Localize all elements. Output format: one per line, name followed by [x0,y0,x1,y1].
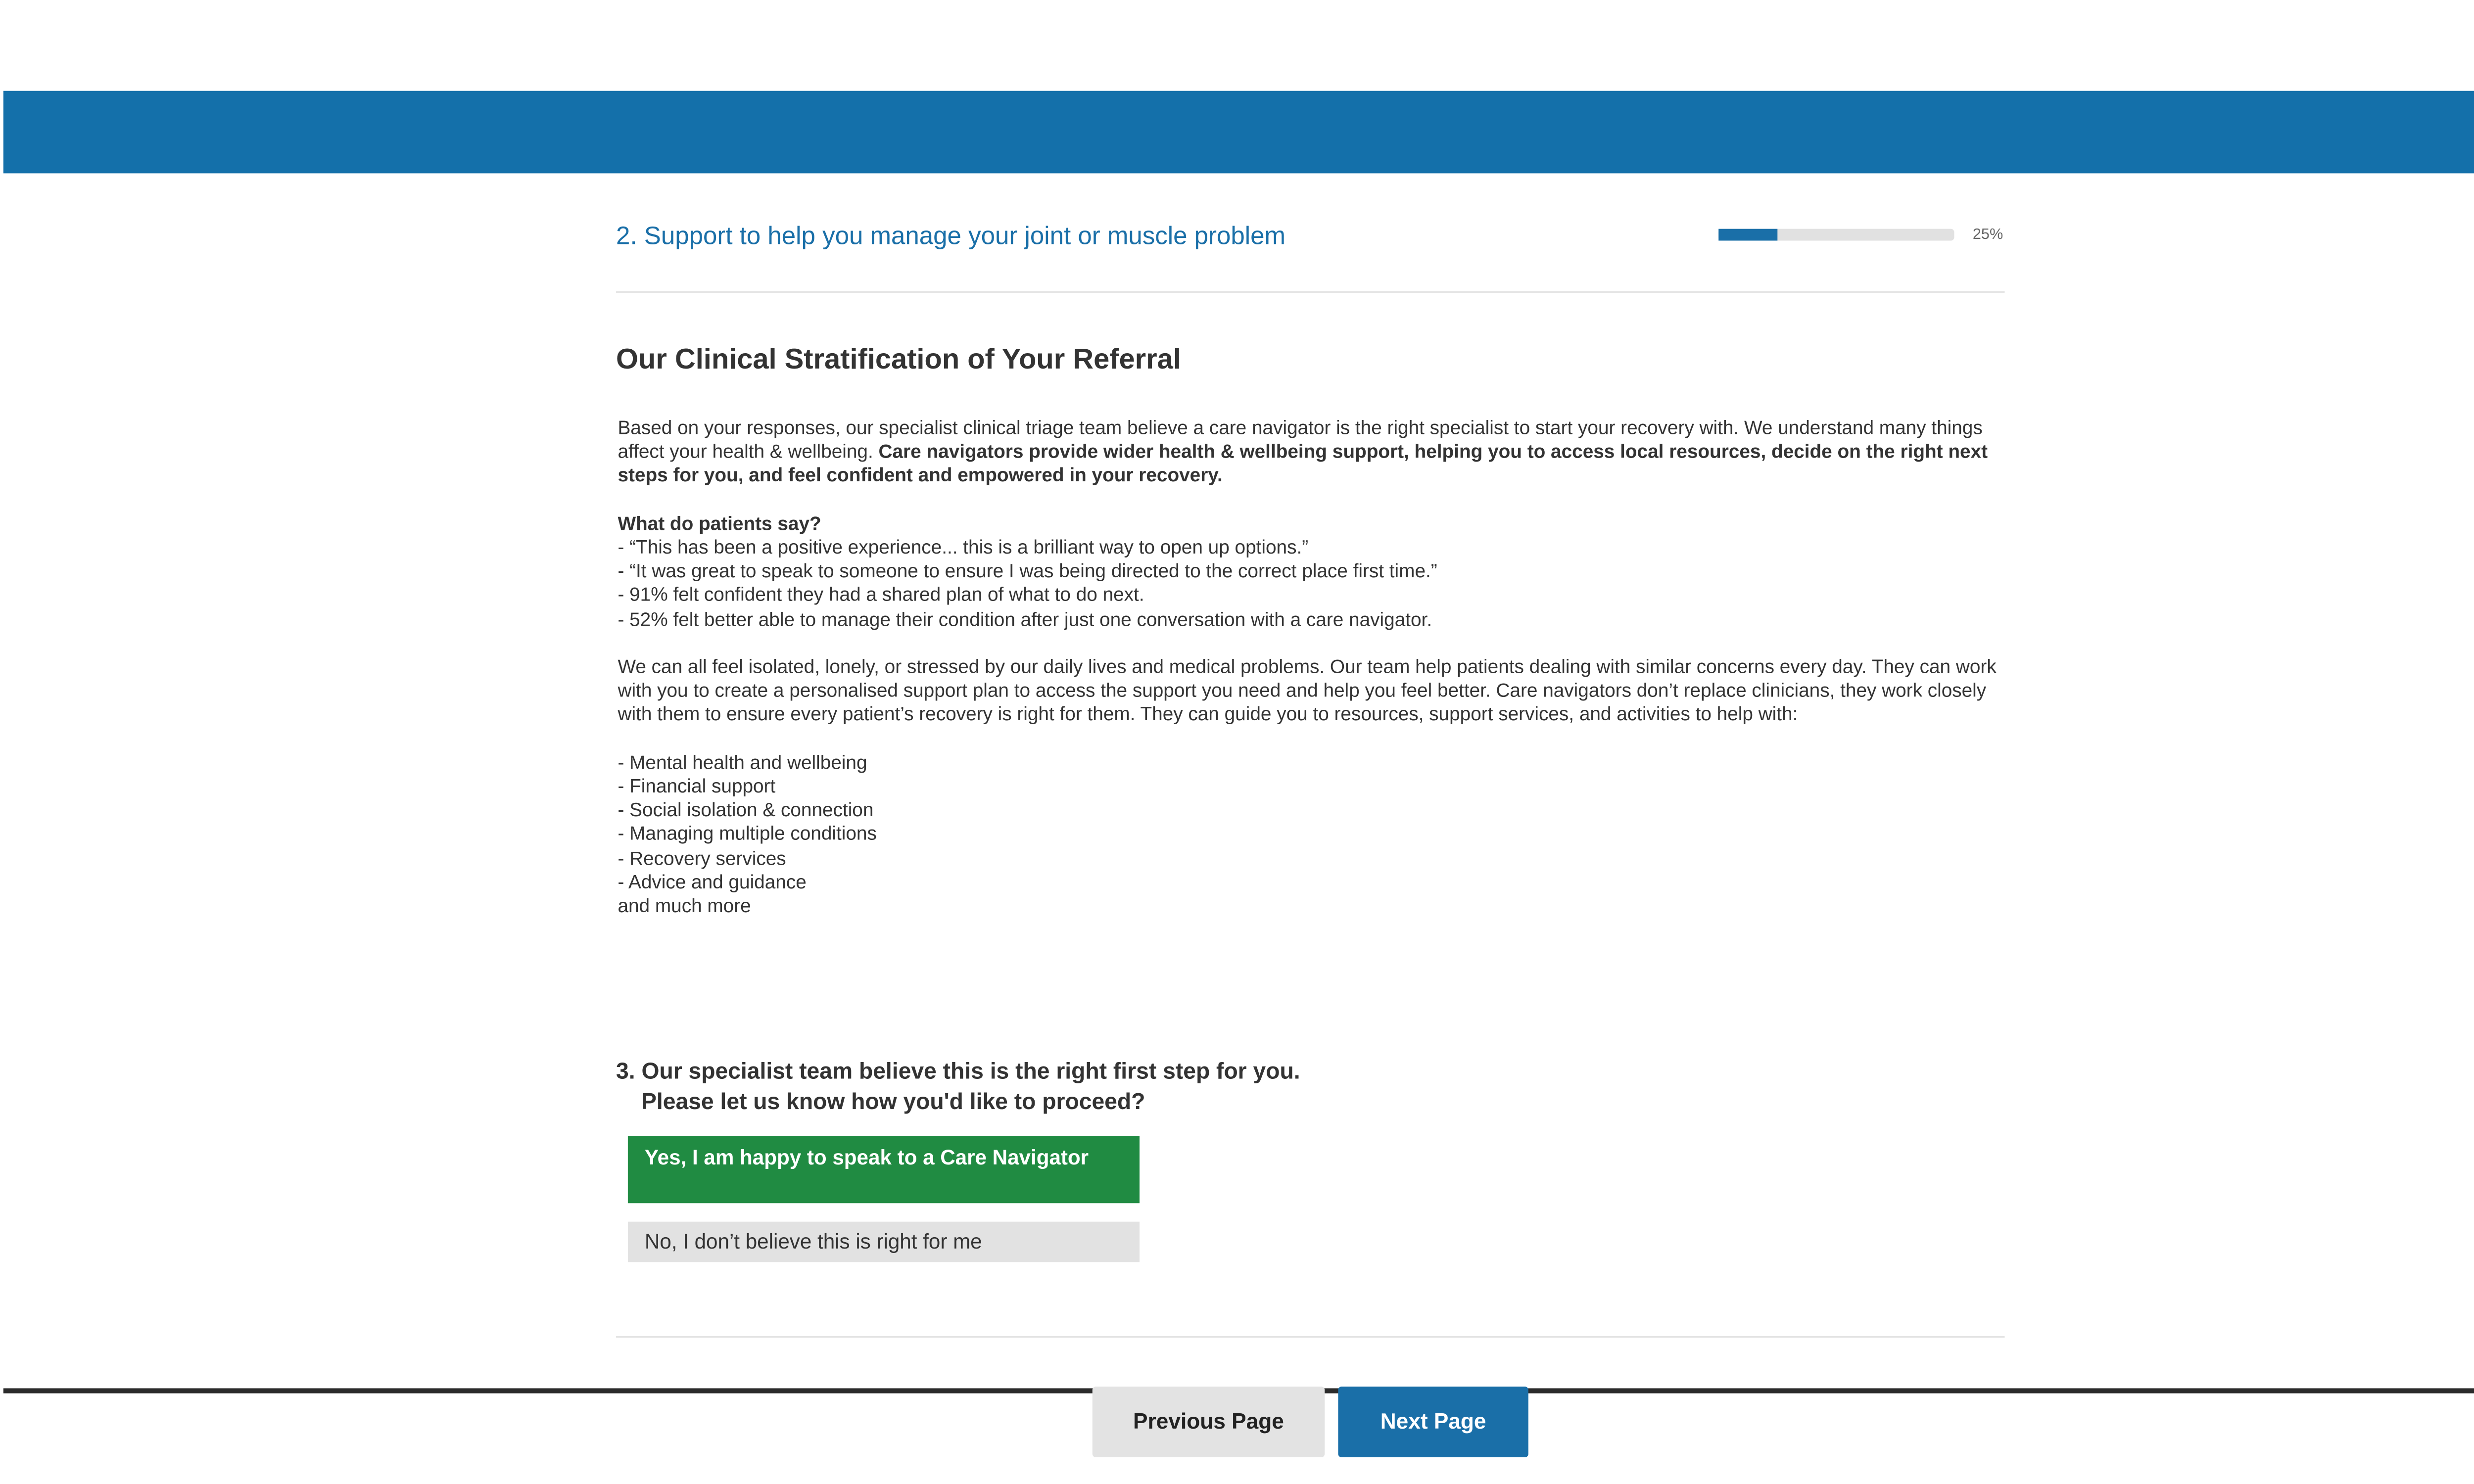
next-page-button[interactable]: Next Page [1338,1387,1528,1457]
patient-stat: - 52% felt better able to manage their condition after just one conversation with a care navigator. [618,610,1432,631]
patients-heading: What do patients say? [618,514,821,535]
patient-quote: - “It was great to speak to someone to ensure I was being directed to the correct place first time.” [618,562,1437,583]
help-list-item: - Social isolation & connection [618,801,874,822]
intro-bold-text: Care navigators provide wider health & wellbeing support, helping you to access local resources, decide on the right next steps for you, and feel confident and empowered in your recovery. [618,443,1988,487]
section-body [618,417,2004,943]
progress-percent-label: 25% [1972,225,2003,242]
header-bar [3,91,2474,174]
help-list [618,752,2004,919]
intro-text: Based on your responses, our specialist clinical triage team believe a care navigator is the right specialist to start your recovery with. We understand many things affect your health & wellbeing. [618,419,1983,464]
question-line-2: Please let us know how you'd like to proceed? [641,1088,1145,1113]
question-line-1: 3. Our specialist team believe this is the right first step for you. [616,1058,1300,1084]
patient-feedback [618,513,2004,633]
progress-bar [1718,229,1954,241]
option-yes-care-navigator[interactable]: Yes, I am happy to speak to a Care Navigator [628,1136,1140,1203]
help-list-item: - Financial support [618,777,776,798]
footer-divider [616,1336,2004,1338]
question-title [616,1057,1300,1115]
option-no-not-right[interactable]: No, I don’t believe this is right for me [628,1222,1140,1262]
help-list-item: - Managing multiple conditions [618,825,877,846]
intro-paragraph [618,417,2004,489]
section-title: Our Clinical Stratification of Your Referral [616,343,1181,375]
help-list-item: - Mental health and wellbeing [618,753,867,774]
help-list-item: and much more [618,897,751,918]
previous-page-button[interactable]: Previous Page [1093,1387,1325,1457]
help-list-item: - Recovery services [618,849,786,870]
support-paragraph: We can all feel isolated, lonely, or stressed by our daily lives and medical problems. Our team help patients dealing with similar concerns every day. They can work with you to create a personalised support plan to access the support you need and help you feel better. Care navigators don’t replace clinicians, they work closely with them to ensure every patient’s recovery is right for them. They can guide you to resources, support services, and activities to help with: [618,658,1997,726]
patient-quote: - “This has been a positive experience... this is a brilliant way to open up options.” [618,538,1309,559]
patient-stat: - 91% felt confident they had a shared plan of what to do next. [618,586,1144,607]
progress-bar-fill [1718,229,1777,241]
header-divider [616,291,2004,293]
browser-viewport [3,91,2474,1434]
page-heading: 2. Support to help you manage your joint or muscle problem [616,222,1286,251]
help-list-item: - Advice and guidance [618,873,807,893]
